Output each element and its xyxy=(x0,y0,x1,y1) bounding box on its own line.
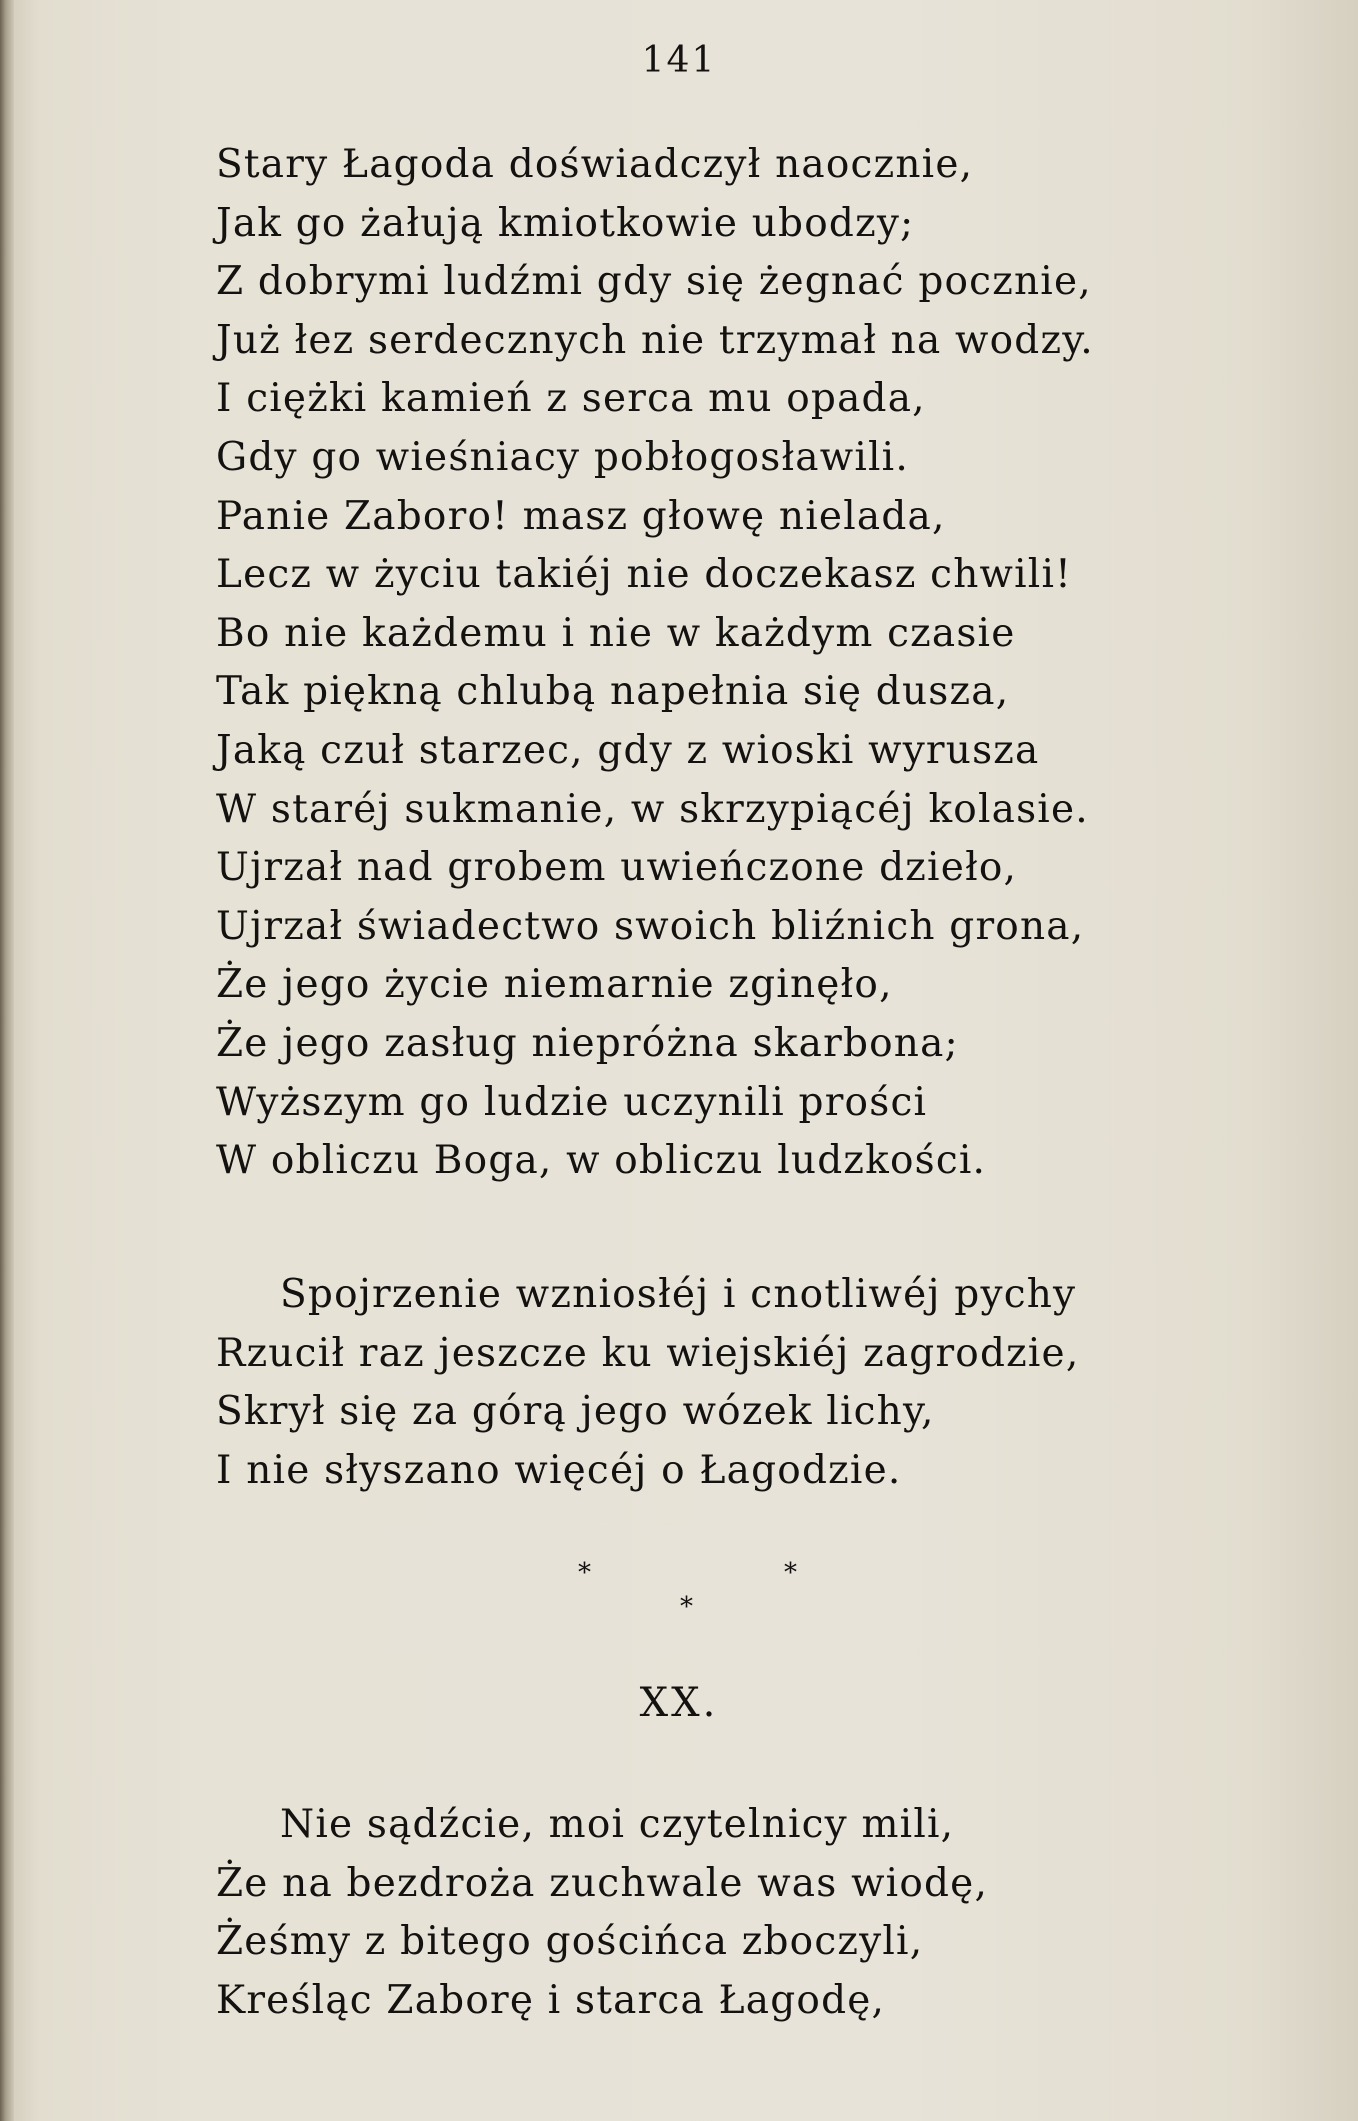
verse-line: Kreśląc Zaborę i starca Łagodę, xyxy=(216,1977,886,2023)
verse-line: W obliczu Boga, w obliczu ludzkości. xyxy=(216,1138,987,1184)
verse-line: Żeśmy z bitego gościńca zboczyli, xyxy=(216,1919,924,1965)
verse-line: Że jego zasług niepróżna skarbona; xyxy=(216,1020,959,1066)
verse-line: Panie Zaboro! masz głowę nielada, xyxy=(216,493,946,539)
verse-line: Wyższym go ludzie uczynili prości xyxy=(216,1079,928,1125)
verse-line: Że jego życie niemarnie zginęło, xyxy=(216,962,893,1008)
verse-line: Bo nie każdemu i nie w każdym czasie xyxy=(216,610,1016,656)
verse-line: Nie sądźcie, moi czytelnicy mili, xyxy=(280,1802,955,1847)
stanza-2 xyxy=(216,1266,1079,1500)
stanza-1 xyxy=(216,136,1094,1191)
verse-line: Spojrzenie wzniosłéj i cnotliwéj pychy xyxy=(280,1272,1077,1317)
verse-line: Z dobrymi ludźmi gdy się żegnać pocznie, xyxy=(216,259,1092,305)
chapter-heading: XX. xyxy=(639,1680,719,1726)
verse-line: Lecz w życiu takiéj nie doczekasz chwili! xyxy=(216,552,1073,598)
verse-line: Skrył się za górą jego wózek lichy, xyxy=(216,1389,935,1435)
verse-line: W staréj sukmanie, w skrzypiącéj kolasie. xyxy=(216,786,1089,832)
verse-line: Ujrzał świadectwo swoich bliźnich grona, xyxy=(216,903,1085,949)
ornament-asterisk: * xyxy=(578,1558,591,1588)
verse-line: Już łez serdecznych nie trzymał na wodzy. xyxy=(216,317,1094,363)
verse-line: I nie słyszano więcéj o Łagodzie. xyxy=(216,1447,902,1493)
verse-line: Jaką czuł starzec, gdy z wioski wyrusza xyxy=(216,727,1040,773)
stanza-3 xyxy=(216,1796,988,2030)
page-gutter xyxy=(0,0,14,2121)
ornament-asterisk: * xyxy=(784,1558,797,1588)
verse-line: Ujrzał nad grobem uwieńczone dzieło, xyxy=(216,845,1018,891)
verse-line: Że na bezdroża zuchwale was wiodę, xyxy=(216,1860,989,1906)
verse-line: Rzucił raz jeszcze ku wiejskiéj zagrodzie, xyxy=(216,1330,1080,1376)
verse-line: Tak piękną chlubą napełnia się dusza, xyxy=(216,669,1010,715)
verse-line: I ciężki kamień z serca mu opada, xyxy=(216,376,926,422)
verse-line: Gdy go wieśniacy pobłogosławili. xyxy=(216,434,909,480)
verse-line: Stary Łagoda doświadczył naocznie, xyxy=(216,142,974,187)
verse-line: Jak go żałują kmiotkowie ubodzy; xyxy=(216,200,915,246)
ornament-asterisk: * xyxy=(680,1592,693,1622)
page-number: 141 xyxy=(641,40,717,81)
